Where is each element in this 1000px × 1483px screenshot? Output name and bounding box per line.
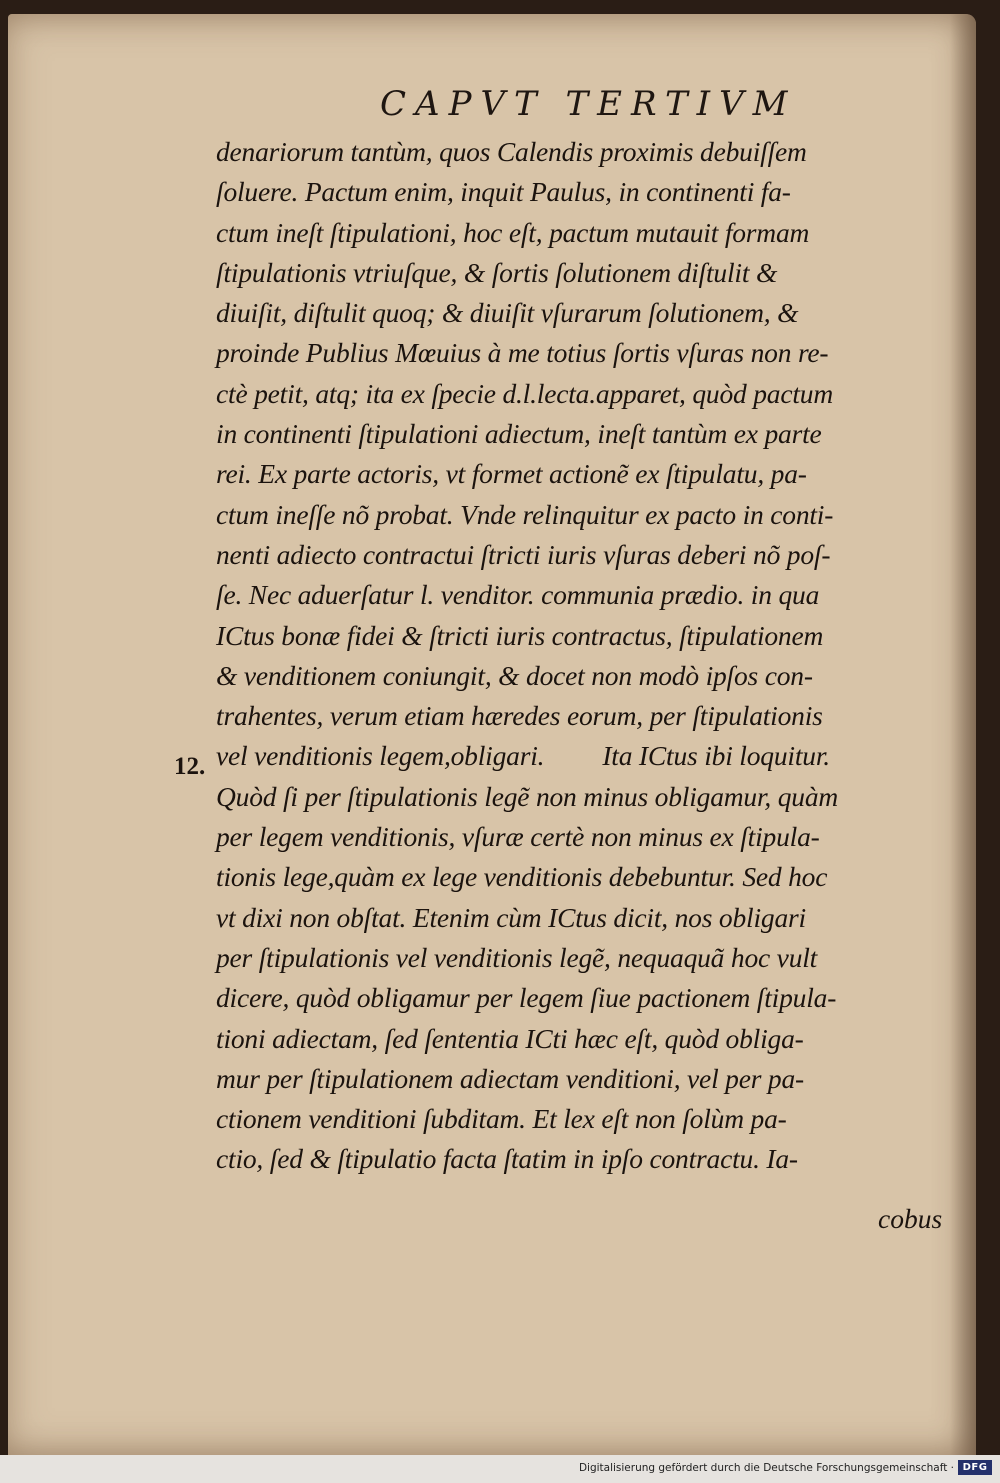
- text-line: nenti adiecto contractui ſtricti iuris vſuras deberi nõ poſ-: [216, 538, 831, 570]
- text-line: diuiſit, diſtulit quoq; & diuiſit vſurarum ſolutionem, &: [216, 297, 799, 329]
- text-line: dicere, quòd obligamur per legem ſiue pactionem ſtipula-: [216, 982, 837, 1014]
- text-line: per ſtipulationis vel venditionis legẽ, nequaquã hoc vult: [216, 941, 818, 973]
- text-line: ctio, ſed & ſtipulatio facta ſtatim in ipſo contractu. Ia-: [216, 1143, 798, 1175]
- text-line: proinde Publius Mœuius à me totius ſortis vſuras non re-: [216, 337, 829, 369]
- text-line: ctum ineſſe nõ probat. Vnde relinquitur ex pacto in conti-: [216, 498, 834, 530]
- text-line: ſe. Nec aduerſatur l. venditor. communia prædio. in qua: [216, 579, 820, 611]
- funding-credit: Digitalisierung gefördert durch die Deutsche Forschungsgemeinschaft ·: [578, 1462, 954, 1474]
- text-line: tioni adiectam, ſed ſententia ICti hæc eſt, quòd obliga-: [216, 1022, 804, 1054]
- text-line: ſoluere. Pactum enim, inquit Paulus, in continenti fa-: [216, 176, 791, 208]
- text-line: & venditionem coniungit, & docet non modò ipſos con-: [216, 659, 813, 691]
- text-line-part: vel venditionis legem,obligari.: [216, 740, 545, 772]
- text-line: ſtipulationis vtriuſque, & ſortis ſolutionem diſtulit &: [216, 256, 778, 288]
- text-line: ctè petit, atq; ita ex ſpecie d.l.lecta.apparet, quòd pactum: [216, 377, 834, 409]
- text-line: tionis lege,quàm ex lege venditionis debebuntur. Sed hoc: [216, 861, 828, 893]
- text-line: vt dixi non obſtat. Etenim cùm ICtus dicit, nos obligari: [216, 901, 806, 933]
- body-text: [216, 132, 976, 1180]
- text-line: rei. Ex parte actoris, vt formet actionẽ ex ſtipulatu, pa-: [216, 458, 807, 490]
- text-line: denariorum tantùm, quos Calendis proximis debuiſſem: [216, 136, 807, 167]
- margin-note: 12.: [174, 753, 206, 780]
- text-line: in continenti ſtipulationi adiectum, ineſt tantùm ex parte: [216, 418, 822, 450]
- catchword: cobus: [878, 1203, 943, 1234]
- text-line: mur per ſtipulationem adiectam venditioni, vel per pa-: [216, 1062, 804, 1094]
- text-line: Quòd ſi per ſtipulationis legẽ non minus obligamur, quàm: [216, 780, 839, 812]
- dfg-logo[interactable]: DFG: [958, 1460, 992, 1475]
- text-line: per legem venditionis, vſuræ certè non minus ex ſtipula-: [216, 821, 820, 853]
- text-line: ICtus bonæ fidei & ſtricti iuris contractus, ſtipulationem: [216, 619, 824, 651]
- text-line: ctum ineſt ſtipulationi, hoc eſt, pactum mutauit formam: [216, 216, 810, 248]
- text-line: ctionem venditioni ſubditam. Et lex eſt non ſolùm pa-: [216, 1103, 787, 1135]
- text-line: trahentes, verum etiam hæredes eorum, per ſtipulationis: [216, 700, 823, 732]
- text-line: [216, 736, 976, 776]
- text-line-part: Ita ICtus ibi loquitur.: [602, 740, 830, 772]
- running-head: CAPVT TERTIVM: [380, 84, 797, 124]
